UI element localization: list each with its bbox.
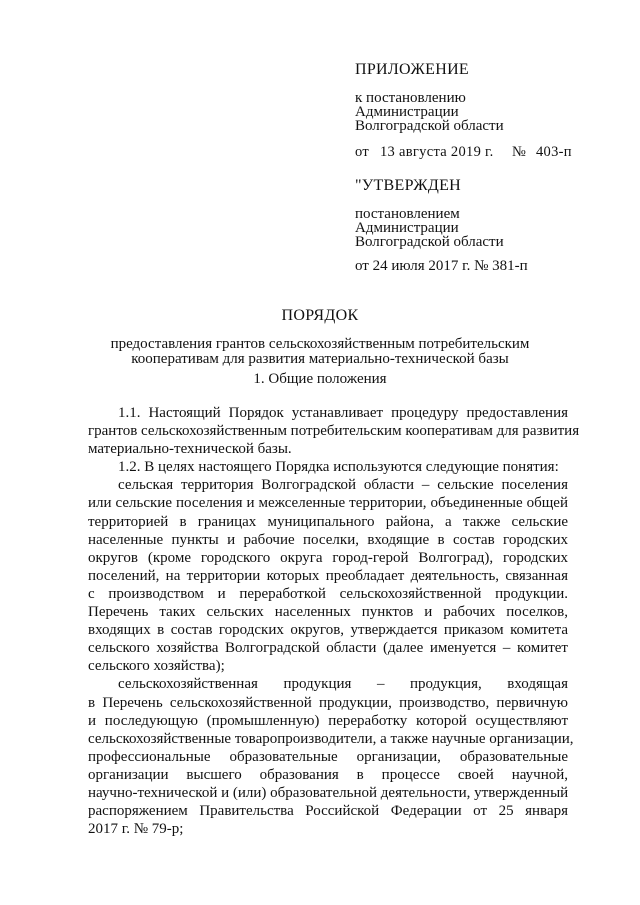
body-line: распоряжением Правительства Российской Федерации от 25 января — [88, 803, 568, 820]
document-body — [88, 404, 580, 838]
body-line: сельского хозяйства); — [88, 658, 225, 675]
approved-line: Администрации — [355, 220, 459, 236]
body-line: поселений, на территории которых преобладает деятельность, связанная — [88, 567, 568, 584]
body-line: материально-технической базы. — [88, 441, 292, 458]
body-line: и последующую (промышленную) переработку которой осуществляют — [88, 712, 568, 729]
document-title: ПОРЯДОК — [281, 307, 359, 324]
approved-line: постановлением — [355, 206, 460, 222]
approved-title: "УТВЕРЖДЕН — [355, 177, 461, 194]
body-line: территорией в границах муниципального района, а также сельские — [88, 513, 568, 530]
appendix-number: 403-п — [536, 144, 572, 160]
body-line: 2017 г. № 79-р; — [88, 821, 184, 838]
body-line: Перечень таких сельских населенных пунктов и рабочих поселков, — [88, 604, 568, 621]
appendix-date: 13 августа 2019 г. — [380, 144, 494, 160]
approved-line: Волгоградской области — [355, 234, 504, 250]
appendix-line: к постановлению — [355, 90, 466, 106]
body-line: входящих в состав городских округов, утверждается приказом комитета — [88, 622, 568, 639]
body-line: в Перечень сельскохозяйственной продукции, производство, первичную — [88, 694, 568, 711]
body-line: округов (кроме городского округа город-герой Волгоград), городских — [88, 549, 568, 566]
body-line: сельского хозяйства Волгоградской области (далее именуется – комитет — [88, 640, 568, 657]
appendix-title: ПРИЛОЖЕНИЕ — [355, 61, 470, 78]
appendix-line: Волгоградской области — [355, 118, 504, 134]
body-line: с производством и переработкой сельскохозяйственной продукции. — [88, 585, 568, 602]
body-line: сельскохозяйственные товаропроизводители, а также научные организации, — [88, 730, 574, 747]
body-line: сельскохозяйственная продукция – продукция, входящая — [118, 676, 568, 693]
document-subtitle-line: кооперативам для развития материально-технической базы — [131, 351, 509, 367]
body-line: населенные пункты и рабочие поселки, входящие в состав городских — [88, 531, 568, 548]
body-line: 1.1. Настоящий Порядок устанавливает процедуру предоставления — [118, 405, 568, 421]
section-heading: 1. Общие положения — [253, 371, 387, 387]
body-line: грантов сельскохозяйственным потребительским кооперативам для развития — [88, 423, 580, 440]
body-line: сельская территория Волгоградской области – сельские поселения — [118, 477, 568, 494]
body-line: организации высшего образования в процессе своей научной, — [88, 766, 568, 783]
body-line: или сельские поселения и межселенные территории, объединенные общей — [88, 495, 568, 512]
appendix-line: Администрации — [355, 104, 459, 120]
appendix-number-sign: № — [512, 144, 527, 160]
appendix-date-prefix: от — [355, 144, 369, 160]
body-line: научно-технической и (или) образовательной деятельности, утвержденный — [88, 784, 569, 801]
body-line: профессиональные образовательные организации, образовательные — [88, 748, 568, 765]
approved-date: от 24 июля 2017 г. № 381-п — [355, 258, 528, 274]
document-subtitle-line: предоставления грантов сельскохозяйственным потребительским — [110, 336, 530, 352]
body-line: 1.2. В целях настоящего Порядка используются следующие понятия: — [118, 459, 559, 476]
